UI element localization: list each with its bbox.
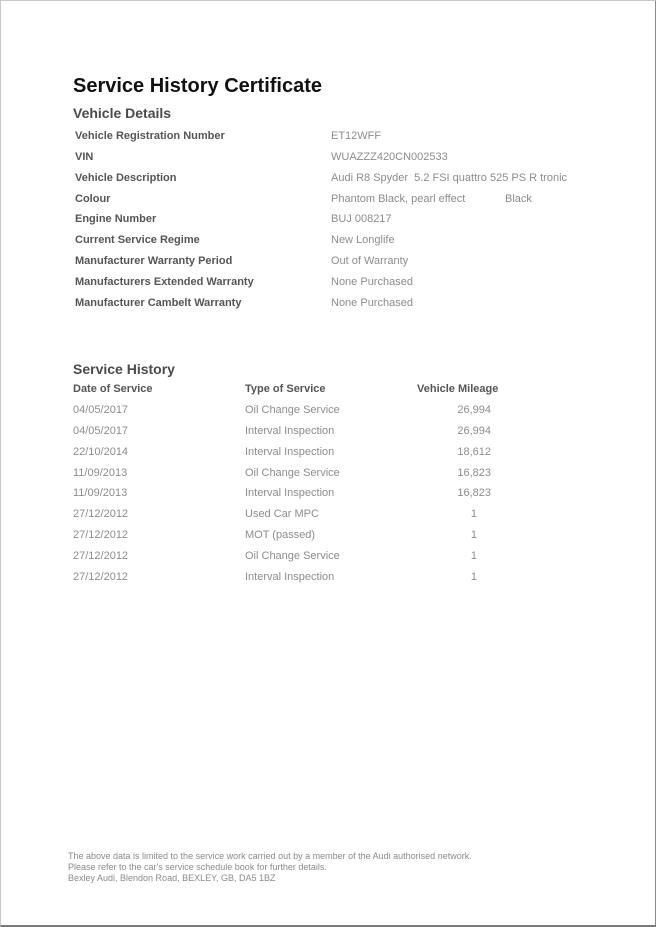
detail-row-engine-number <box>1 213 651 229</box>
detail-row-vin <box>1 151 651 167</box>
service-date: 22/10/2014 <box>73 446 129 458</box>
footer-disclaimer <box>68 851 472 884</box>
service-type: Oil Change Service <box>245 404 340 416</box>
detail-row-description <box>1 172 651 188</box>
service-type: MOT (passed) <box>245 529 316 541</box>
detail-value-secondary: Black <box>505 193 532 205</box>
service-date: 11/09/2013 <box>73 467 128 479</box>
page-title: Service History Certificate <box>73 75 323 97</box>
detail-label: Engine Number <box>75 213 157 225</box>
service-date: 27/12/2012 <box>73 571 129 583</box>
detail-value: New Longlife <box>331 234 395 246</box>
detail-row-service-regime <box>1 234 651 250</box>
detail-value: ET12WFF <box>331 130 382 142</box>
footer-line: The above data is limited to the service work carried out by a member of the Audi authorised network. <box>68 851 472 861</box>
detail-value: WUAZZZ420CN002533 <box>331 151 448 163</box>
detail-label: Vehicle Description <box>75 172 177 184</box>
service-mileage: 1 <box>470 529 477 541</box>
service-mileage: 1 <box>470 571 477 583</box>
service-date: 27/12/2012 <box>73 550 129 562</box>
service-type: Used Car MPC <box>245 508 319 520</box>
detail-row-colour <box>1 193 651 209</box>
detail-label: Manufacturers Extended Warranty <box>75 276 254 288</box>
detail-value: None Purchased <box>331 297 413 309</box>
detail-value: Phantom Black, pearl effect <box>331 193 466 205</box>
service-date: 11/09/2013 <box>73 487 128 499</box>
service-mileage: 1 <box>470 508 477 520</box>
service-mileage: 18,612 <box>457 446 491 458</box>
column-header-date: Date of Service <box>73 383 153 395</box>
table-row <box>1 487 651 503</box>
service-type: Oil Change Service <box>245 550 340 562</box>
table-row <box>1 571 651 587</box>
column-header-mileage: Vehicle Mileage <box>417 383 499 395</box>
detail-value: Out of Warranty <box>331 255 409 267</box>
service-date: 04/05/2017 <box>73 404 129 416</box>
vehicle-details-heading: Vehicle Details <box>73 105 172 121</box>
detail-label: VIN <box>75 151 94 163</box>
service-type: Oil Change Service <box>245 467 340 479</box>
table-row <box>1 404 651 420</box>
detail-row-registration <box>1 130 651 146</box>
table-row <box>1 425 651 441</box>
footer-line: Please refer to the car's service schedule book for further details. <box>68 862 327 872</box>
detail-value: Audi R8 Spyder 5.2 FSI quattro 525 PS R tronic <box>331 172 568 184</box>
detail-label: Colour <box>75 193 111 205</box>
table-row <box>1 446 651 462</box>
footer-address: Bexley Audi, Blendon Road, BEXLEY, GB, DA5 1BZ <box>68 873 276 883</box>
detail-label: Manufacturer Cambelt Warranty <box>75 297 242 309</box>
service-type: Interval Inspection <box>245 487 335 499</box>
service-type: Interval Inspection <box>245 446 335 458</box>
service-mileage: 16,823 <box>457 487 491 499</box>
table-row <box>1 508 651 524</box>
detail-label: Manufacturer Warranty Period <box>75 255 233 267</box>
service-mileage: 26,994 <box>457 404 491 416</box>
column-header-type: Type of Service <box>245 383 326 395</box>
service-mileage: 1 <box>470 550 477 562</box>
detail-value: BUJ 008217 <box>331 213 392 225</box>
detail-row-warranty-period <box>1 255 651 271</box>
service-date: 27/12/2012 <box>73 508 129 520</box>
service-mileage: 16,823 <box>457 467 491 479</box>
detail-label: Vehicle Registration Number <box>75 130 225 142</box>
detail-row-extended-warranty <box>1 276 651 292</box>
table-row <box>1 550 651 566</box>
detail-label: Current Service Regime <box>75 234 200 246</box>
service-type: Interval Inspection <box>245 571 335 583</box>
detail-value: None Purchased <box>331 276 413 288</box>
service-date: 04/05/2017 <box>73 425 129 437</box>
table-row <box>1 467 651 483</box>
service-mileage: 26,994 <box>457 425 491 437</box>
service-date: 27/12/2012 <box>73 529 129 541</box>
table-row <box>1 529 651 545</box>
service-type: Interval Inspection <box>245 425 335 437</box>
detail-row-cambelt-warranty <box>1 297 651 313</box>
service-history-heading: Service History <box>73 361 175 377</box>
